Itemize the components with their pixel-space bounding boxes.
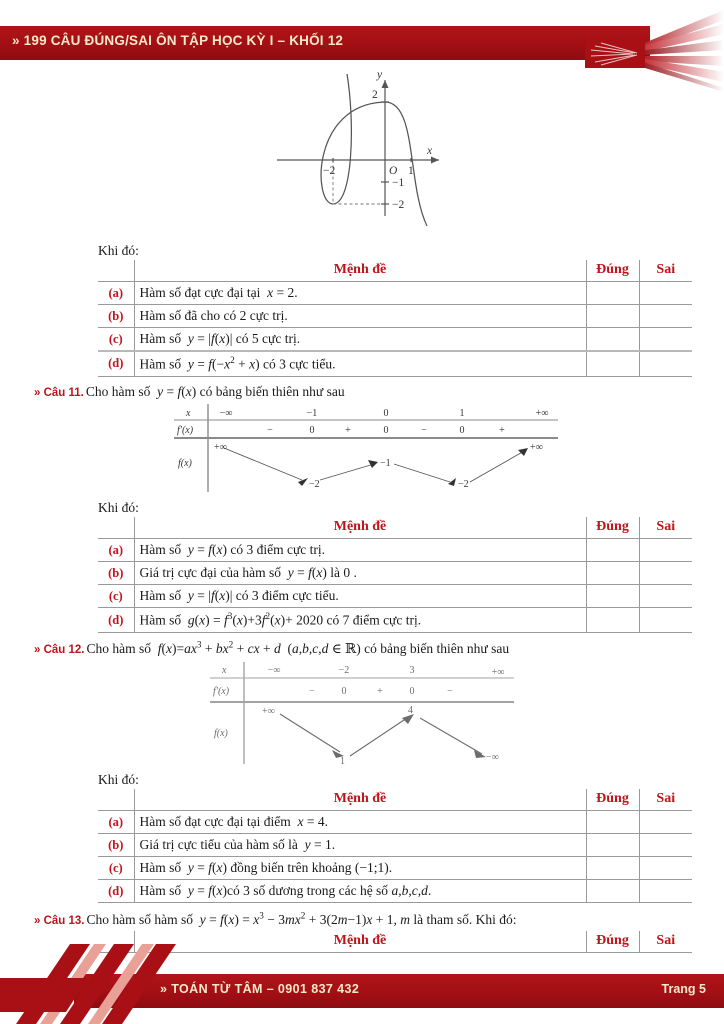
row-label: (b) xyxy=(98,834,134,857)
table-header-row xyxy=(98,789,692,811)
vt-fprime-label: f′(x) xyxy=(177,425,194,437)
vt-sign: − xyxy=(309,686,315,698)
vt-f-label: f(x) xyxy=(214,728,228,740)
cell-dung[interactable] xyxy=(586,811,639,834)
row-statement: Hàm số y = |f(x)| có 5 cực trị. xyxy=(134,328,586,352)
header-dung: Đúng xyxy=(586,517,639,539)
table-row xyxy=(98,834,692,857)
vt-sign: 0 xyxy=(341,686,347,698)
cell-sai[interactable] xyxy=(639,834,692,857)
row-label: (a) xyxy=(98,811,134,834)
vt-f-val: +∞ xyxy=(530,442,543,454)
khi-do-label-2: Khi đó: xyxy=(98,500,139,516)
vt-f-val: 1 xyxy=(340,756,345,767)
cell-sai[interactable] xyxy=(639,608,692,633)
table-row xyxy=(98,305,692,328)
row-statement: Hàm số $g(x) = f^3(x)+3f^2(x)+ 2020$ có 7 điểm cực trị. xyxy=(134,608,586,633)
cell-dung[interactable] xyxy=(586,880,639,903)
vt-x-val: −2 xyxy=(338,665,350,677)
graph-y-label: y xyxy=(377,69,383,81)
cell-sai[interactable] xyxy=(639,282,692,305)
vt-f-val: 4 xyxy=(408,705,413,717)
header-blank xyxy=(98,260,134,282)
cell-dung[interactable] xyxy=(586,608,639,633)
question-number: » Câu 13. xyxy=(34,914,85,927)
cell-dung[interactable] xyxy=(586,857,639,880)
question-stem: Cho hàm số $f(x)=ax^3 + bx^2$ + cx + d (a,b,c,d ∈ ℝ) có bảng biến thiên như sau xyxy=(86,639,510,657)
row-label: (c) xyxy=(98,328,134,352)
footer-page-number: Trang 5 xyxy=(661,982,706,996)
header-dung: Đúng xyxy=(586,260,639,282)
vt-arrow-up xyxy=(368,460,378,468)
vt-arrow-up xyxy=(518,448,528,456)
table-row xyxy=(98,857,692,880)
graph-x-label: x xyxy=(427,145,433,157)
cell-dung[interactable] xyxy=(586,328,639,352)
vt-f-val: −1 xyxy=(380,458,391,470)
cell-sai[interactable] xyxy=(639,880,692,903)
graph-xtick--2: −2 xyxy=(323,165,336,177)
vt-x-val: 0 xyxy=(383,408,389,420)
proposition-table-1 xyxy=(98,260,692,377)
graph-ytick--1: −1 xyxy=(392,177,405,189)
cell-sai[interactable] xyxy=(639,328,692,352)
graph-origin-label: O xyxy=(389,165,398,177)
graph-xtick-1: 1 xyxy=(408,165,414,177)
row-statement: Hàm số y = f(x) đồng biến trên khoảng (−1;1). xyxy=(134,857,586,880)
header-menh-de: Mệnh đề xyxy=(134,260,586,282)
vt-f-label: f(x) xyxy=(178,458,192,470)
row-label: (c) xyxy=(98,585,134,608)
question-stem: Cho hàm số y = f(x) có bảng biến thiên như sau xyxy=(85,383,345,399)
vt-x-val: +∞ xyxy=(535,408,549,420)
vt-f-val: +∞ xyxy=(262,706,275,718)
page-header xyxy=(0,26,724,60)
khi-do-label-3: Khi đó: xyxy=(98,772,139,788)
vt-sign: + xyxy=(377,686,383,698)
table-row xyxy=(98,562,692,585)
graph-ytick-2: 2 xyxy=(372,89,378,101)
vt-x-val: −∞ xyxy=(267,665,281,677)
question-line-12 xyxy=(34,640,724,658)
table-row xyxy=(98,608,692,633)
document-content xyxy=(0,60,724,953)
table-row xyxy=(98,351,692,376)
cell-sai[interactable] xyxy=(639,811,692,834)
table-row xyxy=(98,811,692,834)
row-label: (d) xyxy=(98,351,134,376)
cell-dung[interactable] xyxy=(586,834,639,857)
row-statement: Giá trị cực tiểu của hàm số là y = 1. xyxy=(134,834,586,857)
header-dung: Đúng xyxy=(586,931,639,953)
vt-sign: − xyxy=(447,686,453,698)
header-sai: Sai xyxy=(639,931,692,953)
cell-sai[interactable] xyxy=(639,539,692,562)
table-header-row xyxy=(98,517,692,539)
cell-dung[interactable] xyxy=(586,351,639,376)
row-statement: Hàm số đã cho có 2 cực trị. xyxy=(134,305,586,328)
vt-x-val: +∞ xyxy=(491,667,505,679)
question-line-11 xyxy=(34,384,724,401)
question-line-13 xyxy=(34,910,724,928)
cell-dung[interactable] xyxy=(586,585,639,608)
cubic-graph-figure xyxy=(0,64,724,237)
variation-table-cau11 xyxy=(162,402,562,494)
vt-fprime-label: f′(x) xyxy=(213,686,230,698)
footer-stripe-decoration xyxy=(0,934,202,1024)
vt-sign: 0 xyxy=(459,425,465,437)
row-label: (c) xyxy=(98,857,134,880)
row-statement: Hàm số y = f(x) có 3 điểm cực trị. xyxy=(134,539,586,562)
row-statement: Hàm số $y = f(-x^2 + x)$ có 3 cực tiểu. xyxy=(134,351,586,376)
vt-sign: + xyxy=(499,425,505,437)
header-menh-de: Mệnh đề xyxy=(134,789,586,811)
vt-x-label: x xyxy=(222,665,227,677)
header-blank xyxy=(98,517,134,539)
header-dung: Đúng xyxy=(586,789,639,811)
row-statement: Hàm số đạt cực đại tại điểm x = 4. xyxy=(134,811,586,834)
row-label: (b) xyxy=(98,562,134,585)
variation-table-cau12 xyxy=(202,660,522,766)
question-number: » Câu 11. xyxy=(34,386,84,399)
vt-x-val: −∞ xyxy=(219,408,233,420)
header-sai: Sai xyxy=(639,260,692,282)
header-menh-de: Mệnh đề xyxy=(134,517,586,539)
page-footer xyxy=(0,974,724,1008)
cell-sai[interactable] xyxy=(639,305,692,328)
vt-sign: + xyxy=(345,425,351,437)
row-label: (d) xyxy=(98,880,134,903)
header-blank xyxy=(98,789,134,811)
row-label: (a) xyxy=(98,282,134,305)
graph-ytick--2: −2 xyxy=(392,199,405,211)
vt-sign: 0 xyxy=(409,686,415,698)
table-row xyxy=(98,328,692,352)
row-statement: Hàm số đạt cực đại tại x = 2. xyxy=(134,282,586,305)
cell-sai[interactable] xyxy=(639,585,692,608)
table-row xyxy=(98,282,692,305)
header-sai: Sai xyxy=(639,789,692,811)
cell-dung[interactable] xyxy=(586,562,639,585)
question-number: » Câu 12. xyxy=(34,644,85,657)
vt-f-val: +∞ xyxy=(214,442,227,454)
vt-x-val: −1 xyxy=(306,408,318,420)
cell-sai[interactable] xyxy=(639,857,692,880)
vt-sign: − xyxy=(267,425,273,437)
table-row xyxy=(98,585,692,608)
header-sai: Sai xyxy=(639,517,692,539)
cell-sai[interactable] xyxy=(639,351,692,376)
header-title: » 199 CÂU ĐÚNG/SAI ÔN TẬP HỌC KỲ I – KHỐI 12 xyxy=(12,33,344,48)
vt-f-val: −2 xyxy=(309,479,320,491)
table-row xyxy=(98,880,692,903)
row-statement: Giá trị cực đại của hàm số y = f(x) là 0 . xyxy=(134,562,586,585)
row-statement: Hàm số y = |f(x)| có 3 điểm cực tiểu. xyxy=(134,585,586,608)
cubic-graph-svg xyxy=(267,64,457,232)
row-label: (d) xyxy=(98,608,134,633)
vt-x-val: 3 xyxy=(409,665,415,677)
question-stem: Cho hàm số hàm số $y = f(x) = x^3 - 3mx^2 + 3(2m-1)x + 1$, m là tham số. Khi đó: xyxy=(86,910,517,927)
footer-brand: » TOÁN TỪ TÂM – 0901 837 432 xyxy=(160,982,360,996)
table-header-row xyxy=(98,260,692,282)
vt-x-val: 1 xyxy=(459,408,465,420)
vt-f-val: −2 xyxy=(458,479,469,491)
vt-sign: − xyxy=(421,425,427,437)
row-statement: Hàm số y = f(x)có 3 số dương trong các hệ số a,b,c,d. xyxy=(134,880,586,903)
vt-x-label: x xyxy=(186,408,191,420)
khi-do-label-1: Khi đó: xyxy=(98,243,139,258)
row-label: (a) xyxy=(98,539,134,562)
cell-dung[interactable] xyxy=(586,539,639,562)
proposition-table-3 xyxy=(98,789,692,903)
cell-dung[interactable] xyxy=(586,305,639,328)
vt-arrow-down xyxy=(474,750,486,758)
proposition-table-2 xyxy=(98,517,692,633)
cell-sai[interactable] xyxy=(639,562,692,585)
vt-f-val: −∞ xyxy=(486,752,499,764)
vt-sign: 0 xyxy=(309,425,315,437)
table-row xyxy=(98,539,692,562)
vt-sign: 0 xyxy=(383,425,389,437)
row-label: (b) xyxy=(98,305,134,328)
cell-dung[interactable] xyxy=(586,282,639,305)
header-menh-de: Mệnh đề xyxy=(134,931,586,953)
